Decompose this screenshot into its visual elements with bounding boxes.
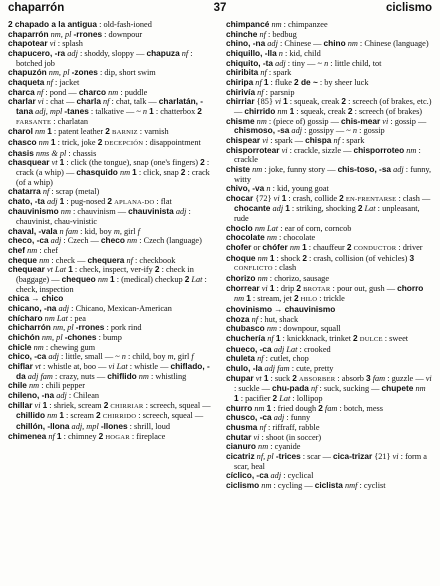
dictionary-entry: chichón nm, pl -chones : bump [8,332,122,342]
dictionary-entry: chorrear vi 1 : drip 2 BROTAR : pour out, gush — chorro nm 1 : stream, jet 2 HILO : trickle [226,282,424,304]
dictionary-entry: chiquillo, -lla n : kid, child [226,47,321,58]
dictionary-entry: chiquito, -ta adj : tiny — ~ n : little child, tot [226,57,382,68]
dictionary-entry: chisporrotear vi : crackle, sizzle — chisporroteo nm : crackle [226,144,421,165]
dictionary-entry: chofer or chófer nm 1 : chauffeur 2 CONDUCTOR : driver [226,242,423,253]
dictionary-entry: chusco, -ca adj : funny [226,412,311,423]
entries-column-left [8,20,214,442]
dictionary-entry: chaqueta nf : jacket [8,76,80,87]
dictionary-entry: charol nm 1 : patent leather 2 BARNIZ : varnish [8,126,169,137]
dictionary-entry: chutar vi : shoot (in soccer) [226,431,322,442]
dictionary-entry: chiripa nf 1 : fluke 2 de ~ : by sheer luck [226,76,369,87]
dictionary-entry: chicharrón nm, pl -rrones : pork rind [8,322,142,333]
dictionary-entry: chauvinismo nm : chauvinism — chauvinista adj : chauvinist, chau-vinistic [8,206,191,227]
dictionary-entry: chaval, -vala n fam : kid, boy m, girl f [8,225,140,236]
dictionary-entry: cicatriz nf, pl -trices : scar — cica-trizar {21} vi : form a scar, heal [226,450,427,471]
dictionary-entry: churro nm 1 : fried dough 2 fam : botch, mess [226,402,384,413]
dictionary-entry: chubasco nm : downpour, squall [226,323,341,334]
dictionary-entry: chusma nf : riffraff, rabble [226,421,320,432]
dictionary-entry: chiste nm : joke, funny story — chis-toso, -sa adj : funny, witty [226,163,432,184]
dictionary-entry: chisme nm : (piece of) gossip — chis-mear vi : gossip — chismoso, -sa adj : gossipy — ~ n : gossip [226,115,427,136]
dictionary-entry: cianuro nm : cyanide [226,441,301,452]
guide-word-last: ciclismo [385,2,432,14]
dictionary-entry: chuleta nf : cutlet, chop [226,353,309,364]
dictionary-entry: chorizo nm : chorizo, sausage [226,273,330,284]
dictionary-entry: chillar vi 1 : shriek, scream 2 CHIRRIAR : screech, squeal — chillido nm 1 : scream 2 CHIRRIDO : screech, squeal — chillón, -llona adj, mpl -llones : shrill, loud [8,399,211,431]
dictionary-entry: choque nm 1 : shock 2 : crash, collision (of vehicles) 3 CONFLICTO : clash [226,252,415,273]
dictionary-entry: chapotear vi : splash [8,38,83,49]
dictionary-entry: chupar vt 1 : suck 2 ABSORBER : absorb 3 fam : guzzle — vi : suckle — chu-pada nf : suck, sucking — chupete nm 1 : pacifier 2 Lat : lollipop [226,372,432,403]
dictionary-entry: chimenea nf 1 : chimney 2 HOGAR : fireplace [8,430,166,441]
dictionary-entry: chica → chico [8,293,64,304]
dictionary-entry: chasis nms & pl : chassis [8,147,97,158]
dictionary-entry: chaparrón nm, pl -rrones : downpour [8,28,143,39]
dictionary-entry: charlar vi : chat — charla nf : chat, talk — charlatán, -tana adj, mpl -tanes : talkative — ~ n 1 : chatterbox 2 FARSANTE : charlatan [8,96,204,126]
dictionary-entry: cheque nm : check — chequera nf : checkbook [8,254,176,265]
dictionary-entry: chocolate nm : chocolate [226,232,316,243]
page-number: 37 [213,2,227,14]
dictionary-entry: chiribita nf : spark [226,67,292,78]
dictionary-entry: chileno, -na adj : Chilean [8,389,100,400]
dictionary-entry: chasquear vt 1 : click (the tongue), snap (one's fingers) 2 : crack (a whip) — chasquido nm 1 : click, snap 2 : crack (of a whip) [8,157,210,187]
dictionary-entry: chino, -na adj : Chinese — chino nm : Chinese (language) [226,38,429,49]
dictionary-entry: chinche nf : bedbug [226,28,297,39]
dictionary-entry: chivo, -va n : kid, young goat [226,183,329,194]
dictionary-entry: chasco nm 1 : trick, joke 2 DECEPCIÓN : disappointment [8,136,201,147]
dictionary-entry: ciclismo nm : cycling — ciclista nmf : cyclist [226,479,386,490]
entries-column-right [226,20,432,491]
page-header [8,2,432,18]
dictionary-entry: chicano, -na adj : Chicano, Mexican-American [8,303,172,314]
dictionary-entry: choza nf : hut, shack [226,313,299,324]
dictionary-entry: chovinismo → chauvinismo [226,304,336,315]
dictionary-entry: cíclico, -ca adj : cyclical [226,470,314,481]
dictionary-entry: chicle nm : chewing gum [8,341,96,352]
dictionary-entry: chapuzón nm, pl -zones : dip, short swim [8,67,156,78]
dictionary-entry: chimpancé nm : chimpanzee [226,19,328,29]
dictionary-entry: chato, -ta adj 1 : pug-nosed 2 APLANA-DO : flat [8,195,172,206]
dictionary-entry: chispear vi : spark — chispa nf : spark [226,134,365,145]
dictionary-entry: chef nm : chef [8,245,59,256]
dictionary-entry: chapucero, -ra adj : shoddy, sloppy — chapuza nf : botched job [8,47,193,68]
dictionary-entry: chuchería nf 1 : knickknack, trinket 2 DULCE : sweet [226,333,409,343]
dictionary-entry: chico, -ca adj : little, small — ~ n : child, boy m, girl f [8,351,194,362]
dictionary-entry: 2 chapado a la antigua : old-fash-ioned [8,19,152,29]
dictionary-entry: choclo nm Lat : ear of corn, corncob [226,222,352,233]
dictionary-entry: chocar {72} vi 1 : crash, collide 2 EN-FRENTARSE : clash — chocante adj 1 : striking, shocking 2 Lat : unpleasant, rude [226,192,431,224]
dictionary-entry: chirivía nf : parsnip [226,86,295,97]
dictionary-entry: chirriar {85} vi 1 : squeak, creak 2 : screech (of brakes, etc.) — chirrido nm 1 : squeak, creak 2 : screech (of brakes) [226,96,432,116]
dictionary-entry: charca nf : pond — charco nm : puddle [8,86,148,97]
dictionary-entry: chulo, -la adj fam : cute, pretty [226,362,334,373]
dictionary-entry: chequear vt Lat 1 : check, inspect, ver-ify 2 : check in (baggage) — chequeo nm 1 : (medical) checkup 2 Lat : check, inspection [8,264,207,294]
guide-word-first: chaparrón [8,2,65,14]
dictionary-entry: checo, -ca adj : Czech — checo nm : Czech (language) [8,235,202,246]
dictionary-entry: chueco, -ca adj Lat : crooked [226,343,331,354]
dictionary-entry: chiflar vt : whistle at, boo — vi Lat : whistle — chiflado, -da adj fam : crazy, nuts — chiflido nm : whistling [8,360,210,381]
dictionary-entry: chatarra nf : scrap (metal) [8,186,100,197]
dictionary-entry: chile nm : chili pepper [8,380,85,391]
dictionary-entry: chícharo nm Lat : pea [8,312,86,323]
